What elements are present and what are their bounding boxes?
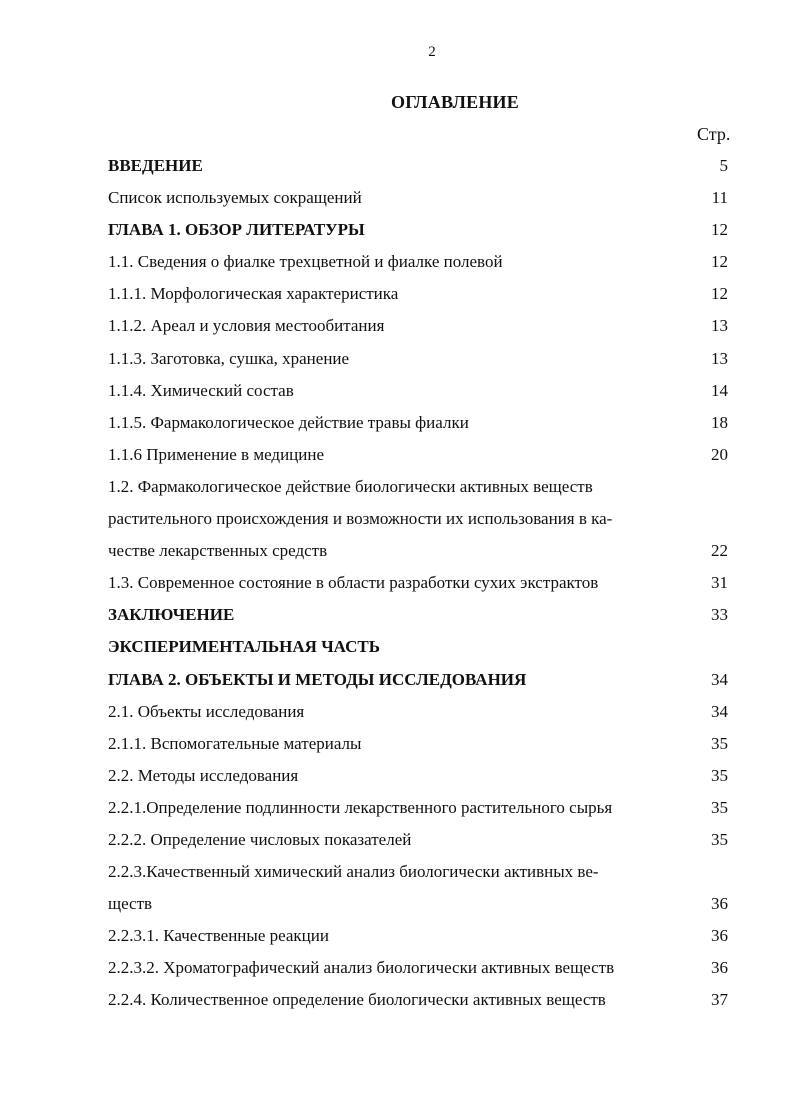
toc-entry-page: 18 [711, 412, 728, 432]
toc-entry-page: 22 [711, 541, 728, 561]
toc-entry-page: 35 [711, 829, 728, 849]
toc-entry [108, 824, 728, 856]
toc-entry-text: 1.1.6 Применение в медицине [108, 444, 325, 464]
toc-entry [108, 952, 728, 984]
toc-entry-text: 1.1.1. Морфологическая характеристика [108, 284, 399, 304]
toc-entry-text: ществ [108, 894, 153, 914]
toc-entry [108, 728, 728, 760]
toc-entry-page: 5 [719, 156, 728, 175]
toc-entry [108, 856, 728, 888]
toc-entry-text: ЗАКЛЮЧЕНИЕ [108, 605, 235, 625]
toc-entry-page: 11 [711, 188, 728, 208]
toc-entry-page: 14 [711, 380, 728, 400]
toc-entry [108, 214, 728, 246]
toc-entry-page: 36 [711, 926, 728, 946]
toc-entry-text: 2.2.3.2. Хроматографический анализ биологически активных веществ [108, 958, 615, 978]
toc-entry-page: 20 [711, 444, 728, 464]
toc-entry-text: 1.1.2. Ареал и условия местообитания [108, 316, 385, 336]
page-column-header: Стр. [697, 124, 731, 144]
toc-entry-text: 2.2.4. Количественное определение биологически активных веществ [108, 990, 606, 1010]
toc-entry [108, 631, 728, 663]
toc-entry [108, 535, 728, 567]
toc-entry-text: 1.1. Сведения о фиалке трехцветной и фиалке полевой [108, 252, 503, 272]
toc-entry-page: 35 [711, 797, 728, 817]
toc-entry-text: растительного происхождения и возможности их использования в ка- [108, 509, 613, 529]
toc-entry [108, 760, 728, 792]
toc-entry-page: 12 [711, 252, 728, 272]
toc-entry [108, 567, 728, 599]
toc-entry-text: 2.2.3.Качественный химический анализ биологически активных ве- [108, 862, 599, 882]
toc-entry [108, 343, 728, 375]
toc-entry-page: 12 [711, 220, 728, 240]
toc-entry [108, 599, 728, 631]
toc-entry [108, 696, 728, 728]
toc-entry [108, 888, 728, 920]
toc-entry-text: Список используемых сокращений [108, 188, 362, 208]
toc-entry-text: 2.1.1. Вспомогательные материалы [108, 733, 362, 753]
table-of-contents [108, 150, 728, 1017]
toc-entry [108, 664, 728, 696]
toc-entry-text: ЭКСПЕРИМЕНТАЛЬНАЯ ЧАСТЬ [108, 637, 380, 657]
toc-entry [108, 310, 728, 342]
toc-entry-text: ГЛАВА 1. ОБЗОР ЛИТЕРАТУРЫ [108, 220, 365, 240]
toc-entry-text: ГЛАВА 2. ОБЪЕКТЫ И МЕТОДЫ ИССЛЕДОВАНИЯ [108, 669, 527, 689]
toc-entry [108, 246, 728, 278]
toc-entry [108, 503, 728, 535]
toc-entry-page: 36 [711, 894, 728, 914]
toc-entry-text: 2.2.2. Определение числовых показателей [108, 829, 412, 849]
toc-entry-text: 1.1.4. Химический состав [108, 380, 294, 400]
toc-entry-page: 34 [711, 701, 728, 721]
toc-entry [108, 920, 728, 952]
toc-entry [108, 439, 728, 471]
toc-entry-text: ВВЕДЕНИЕ [108, 156, 203, 175]
toc-entry [108, 792, 728, 824]
toc-entry [108, 984, 728, 1016]
toc-entry-page: 35 [711, 765, 728, 785]
toc-entry-text: 2.2.3.1. Качественные реакции [108, 926, 329, 946]
toc-entry-text: 2.2.1.Определение подлинности лекарственного растительного сырья [108, 797, 613, 817]
toc-title: ОГЛАВЛЕНИЕ [391, 92, 519, 112]
toc-entry-text: 2.1. Объекты исследования [108, 701, 305, 721]
toc-entry [108, 407, 728, 439]
toc-entry-text: 1.1.5. Фармакологическое действие травы фиалки [108, 412, 469, 432]
toc-entry [108, 471, 728, 503]
toc-entry-text: 1.2. Фармакологическое действие биологически активных веществ [108, 476, 593, 496]
toc-entry-page: 33 [711, 605, 728, 625]
toc-entry-page: 34 [711, 669, 728, 689]
toc-entry-page: 35 [711, 733, 728, 753]
toc-entry-page: 31 [711, 573, 728, 593]
toc-entry-page: 13 [711, 316, 728, 336]
toc-entry-page: 36 [711, 958, 728, 978]
toc-entry-page: 37 [711, 990, 728, 1010]
page-number: 2 [428, 44, 436, 60]
toc-entry-text: 2.2. Методы исследования [108, 765, 299, 785]
toc-entry-page: 13 [711, 348, 728, 368]
toc-entry-text: честве лекарственных средств [108, 541, 328, 561]
toc-entry [108, 278, 728, 310]
toc-entry [108, 150, 728, 182]
toc-entry [108, 182, 728, 214]
toc-entry [108, 375, 728, 407]
toc-entry-text: 1.1.3. Заготовка, сушка, хранение [108, 348, 350, 368]
toc-entry-page: 12 [711, 284, 728, 304]
toc-entry-text: 1.3. Современное состояние в области разработки сухих экстрактов [108, 573, 599, 593]
